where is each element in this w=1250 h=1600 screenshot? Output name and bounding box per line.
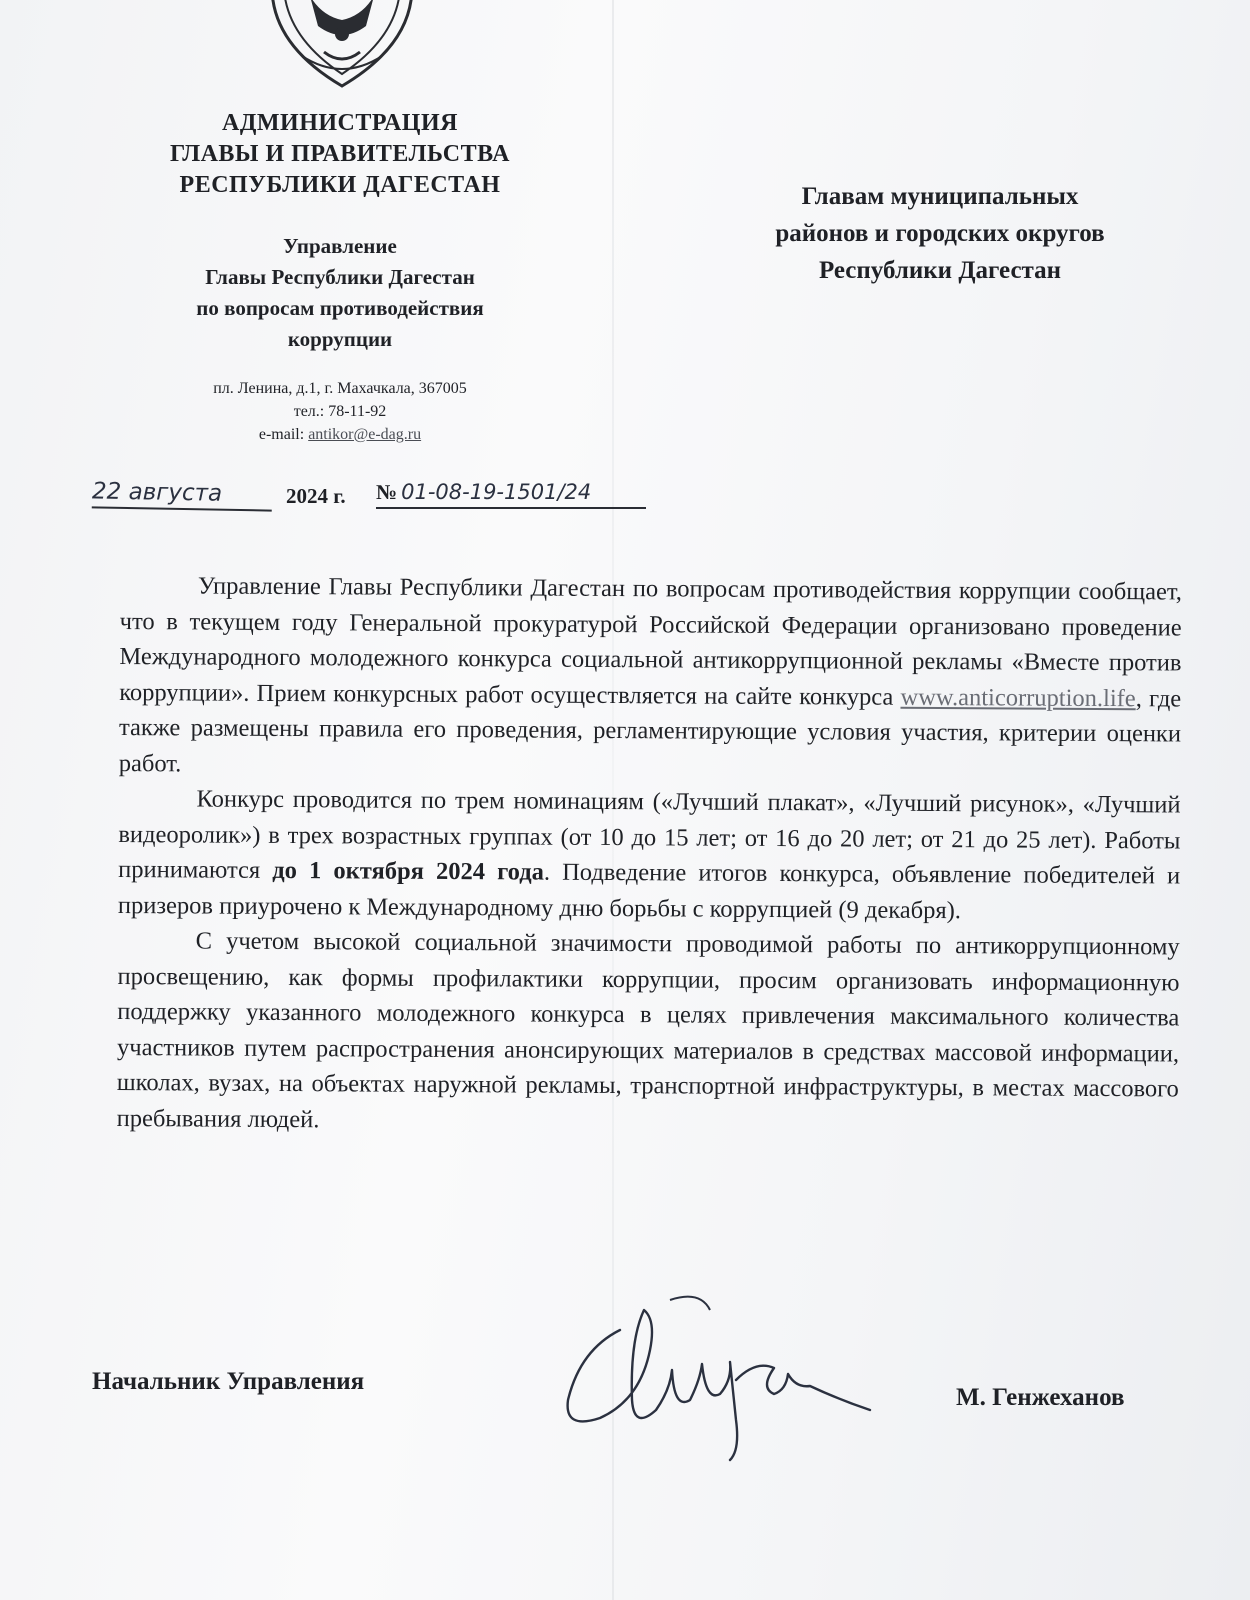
handwritten-signature xyxy=(560,1290,880,1480)
coat-of-arms-emblem xyxy=(262,0,422,96)
dept-line-3: по вопросам противодействия xyxy=(196,296,484,320)
number-sign: № xyxy=(376,480,398,504)
dept-line-1: Управление xyxy=(283,234,397,258)
contest-website-link[interactable]: www.anticorruption.life xyxy=(900,683,1136,712)
email-label: e-mail: xyxy=(258,426,309,443)
phone: тел.: 78-11-92 xyxy=(293,403,387,420)
org-line-1: АДМИНИСТРАЦИЯ xyxy=(222,110,458,136)
letter-body xyxy=(117,568,1182,1142)
reference-year: 2024 г. xyxy=(286,484,346,508)
handwritten-date: 22 августа xyxy=(92,478,272,511)
p1-text-a: Управление Главы Республики Дагестан по вопросам противодействия коррупции сообщает, что в текущем году Генеральной прокуратурой Российской Федерации организовано проведение Международного молодежного конкурса социальной антикоррупционной рекламы «Вместе против коррупции». Прием конкурсных работ осуществляется на сайте конкурса xyxy=(119,572,1182,711)
paragraph-1 xyxy=(119,568,1182,787)
p1-text-b: , где также размещены правила его проведения, регламентирующие условия участия, критерии оценки работ. xyxy=(118,684,1182,777)
reference-number xyxy=(376,480,646,509)
signer-title: Начальник Управления xyxy=(92,1368,365,1395)
reference-line xyxy=(88,478,688,538)
contact-info xyxy=(130,377,550,446)
addressee-line-3: Республики Дагестан xyxy=(818,257,1062,284)
dept-line-2: Главы Республики Дагестан xyxy=(205,265,475,289)
handwritten-number: 01-08-19-1501/24 xyxy=(401,480,592,504)
p2-text-a: Конкурс проводится по трем номинациям («Лучший плакат», «Лучший рисунок», «Лучший видеоролик») в трех возрастных группах (от 10 до 15 лет; от 16 до 20 лет; от 21 до 25 лет). Работы принимаются xyxy=(118,785,1181,884)
organization-name xyxy=(130,108,550,201)
sender-header xyxy=(130,108,550,446)
signer-name: М. Генжеханов xyxy=(956,1384,1125,1411)
email-link[interactable]: antikor@e-dag.ru xyxy=(308,426,422,443)
email-line xyxy=(130,423,550,446)
address: пл. Ленина, д.1, г. Махачкала, 367005 xyxy=(213,380,467,397)
p2-text-b: . Подведение итогов конкурса, объявление победителей и призеров приурочено к Международному дню борьбы с коррупцией (9 декабря). xyxy=(117,858,1181,924)
addressee-line-1: Главам муниципальных xyxy=(801,183,1079,210)
dept-line-4: коррупции xyxy=(287,327,393,351)
org-line-2: ГЛАВЫ И ПРАВИТЕЛЬСТВА xyxy=(170,141,510,167)
deadline-date: до 1 октября 2024 года xyxy=(272,856,544,886)
paragraph-3: С учетом высокой социальной значимости проводимой работы по антикоррупционному просвещению, как формы профилактики коррупции, просим организовать информационную поддержку указанного молодежного конкурса в целях привлечения максимального количества участников путем распространения анонсирующих материалов в средствах массовой информации, школах, вузах, на объектах наружной рекламы, транспортной инфраструктуры, в местах массового пребывания людей. xyxy=(116,927,1180,1133)
department-name xyxy=(130,231,550,355)
paragraph-2 xyxy=(118,781,1181,929)
org-line-3: РЕСПУБЛИКИ ДАГЕСТАН xyxy=(179,172,501,198)
addressee-block xyxy=(720,178,1160,289)
addressee-line-2: районов и городских округов xyxy=(775,220,1105,247)
